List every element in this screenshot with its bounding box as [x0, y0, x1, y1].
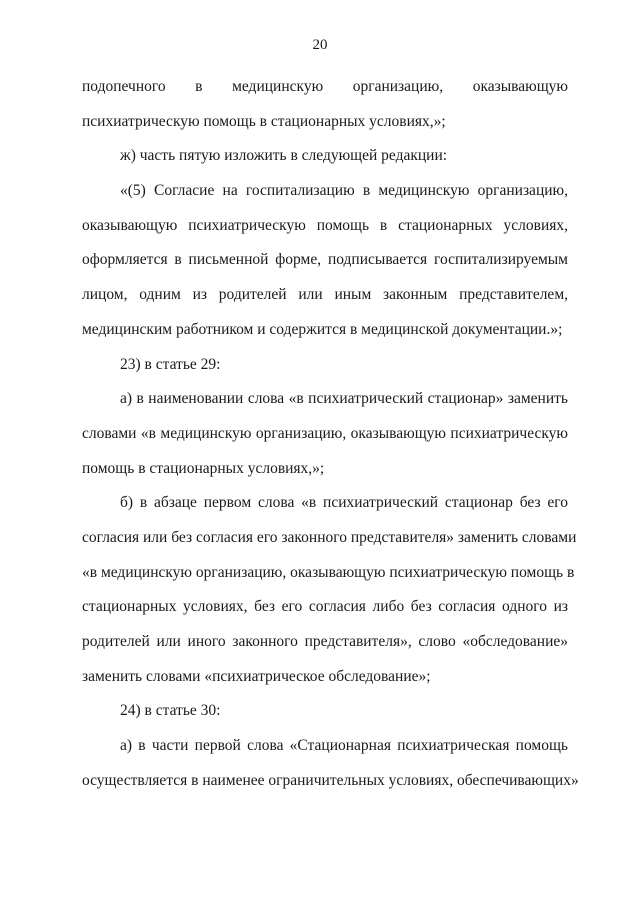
text-line: помощь в стационарных условиях,»;: [82, 459, 325, 477]
page-number: 20: [312, 37, 328, 53]
text-line: а) в наименовании слова «в психиатрический стационар» заменить: [120, 390, 568, 408]
text-line: 24) в статье 30:: [120, 702, 221, 720]
text-line: «в медицинскую организацию, оказывающую психиатрическую помощь в: [82, 563, 575, 581]
text-line: оказывающую психиатрическую помощь в стационарных условиях,: [82, 216, 568, 234]
text-line: а) в части первой слова «Стационарная психиатрическая помощь: [120, 737, 568, 755]
text-line: заменить словами «психиатрическое обследование»;: [82, 667, 431, 685]
text-line: подопечного в медицинскую организацию, оказывающую: [82, 78, 568, 95]
text-line: стационарных условиях, без его согласия либо без согласия одного из: [82, 598, 568, 616]
text-line: 23) в статье 29:: [120, 355, 221, 373]
text-line: медицинским работником и содержится в медицинской документации.»;: [82, 320, 563, 338]
text-line: согласия или без согласия его законного представителя» заменить словами: [82, 528, 577, 546]
text-line: осуществляется в наименее ограничительных условиях, обеспечивающих»: [82, 771, 579, 789]
text-line: оформляется в письменной форме, подписывается госпитализируемым: [82, 251, 568, 269]
text-line: б) в абзаце первом слова «в психиатрический стационар без его: [120, 494, 568, 512]
text-line: родителей или иного законного представителя», слово «обследование»: [82, 633, 568, 650]
text-line: «(5) Согласие на госпитализацию в медицинскую организацию,: [120, 182, 568, 200]
text-line: лицом, одним из родителей или иным законным представителем,: [82, 286, 568, 304]
text-line: ж) часть пятую изложить в следующей редакции:: [120, 147, 448, 165]
text-line: словами «в медицинскую организацию, оказывающую психиатрическую: [82, 424, 568, 442]
document-body: [82, 70, 579, 798]
text-line: психиатрическую помощь в стационарных условиях,»;: [82, 112, 446, 130]
